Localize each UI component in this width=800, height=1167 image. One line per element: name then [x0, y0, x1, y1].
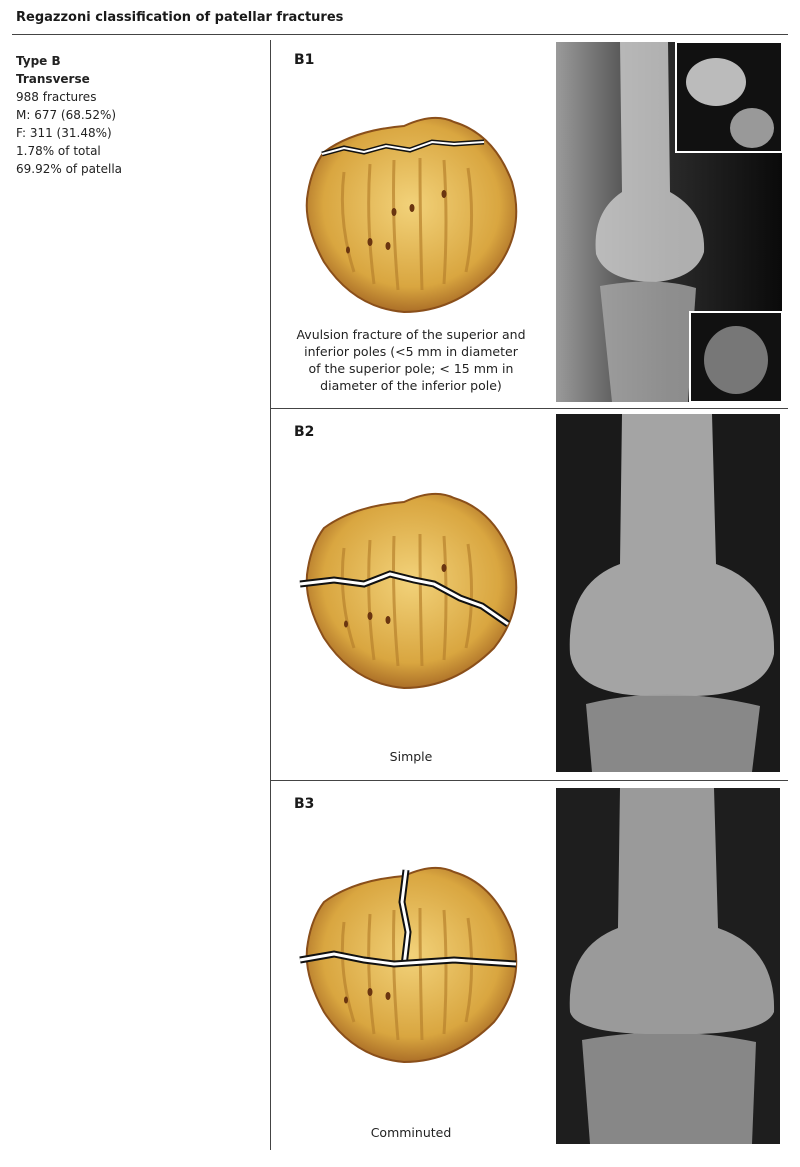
classification-summary	[16, 52, 256, 178]
panel-label-b3: B3	[294, 796, 315, 812]
stat-line: 988 fractures	[16, 90, 97, 104]
caption-b2: Simple	[389, 749, 433, 764]
panel-divider	[270, 408, 788, 409]
patella-illustration-b2	[294, 488, 526, 698]
type-label: Type B	[16, 54, 61, 68]
xray-b1	[556, 42, 782, 402]
stat-line: M: 677 (68.52%)	[16, 108, 117, 122]
page-title: Regazzoni classification of patellar fractures	[16, 10, 344, 25]
stat-line: 69.92% of patella	[16, 162, 123, 176]
caption-b1: Avulsion fracture of the superior and inferior poles (<5 mm in diameter of the superior pole; < 15 mm in diameter of the inferior pole)	[296, 327, 526, 393]
subtype-label: Transverse	[16, 72, 90, 86]
panel-label-b2: B2	[294, 424, 315, 440]
stat-line: F: 311 (31.48%)	[16, 126, 112, 140]
xray-b2	[556, 414, 780, 772]
column-divider	[270, 40, 271, 1150]
stat-line: 1.78% of total	[16, 144, 101, 158]
xray-b3	[556, 788, 780, 1144]
panel-label-b1: B1	[294, 52, 315, 68]
patella-illustration-b1	[294, 112, 526, 322]
patella-illustration-b3	[294, 862, 526, 1072]
caption-b3: Comminuted	[370, 1125, 452, 1140]
panel-divider	[270, 780, 788, 781]
title-divider	[12, 34, 788, 35]
